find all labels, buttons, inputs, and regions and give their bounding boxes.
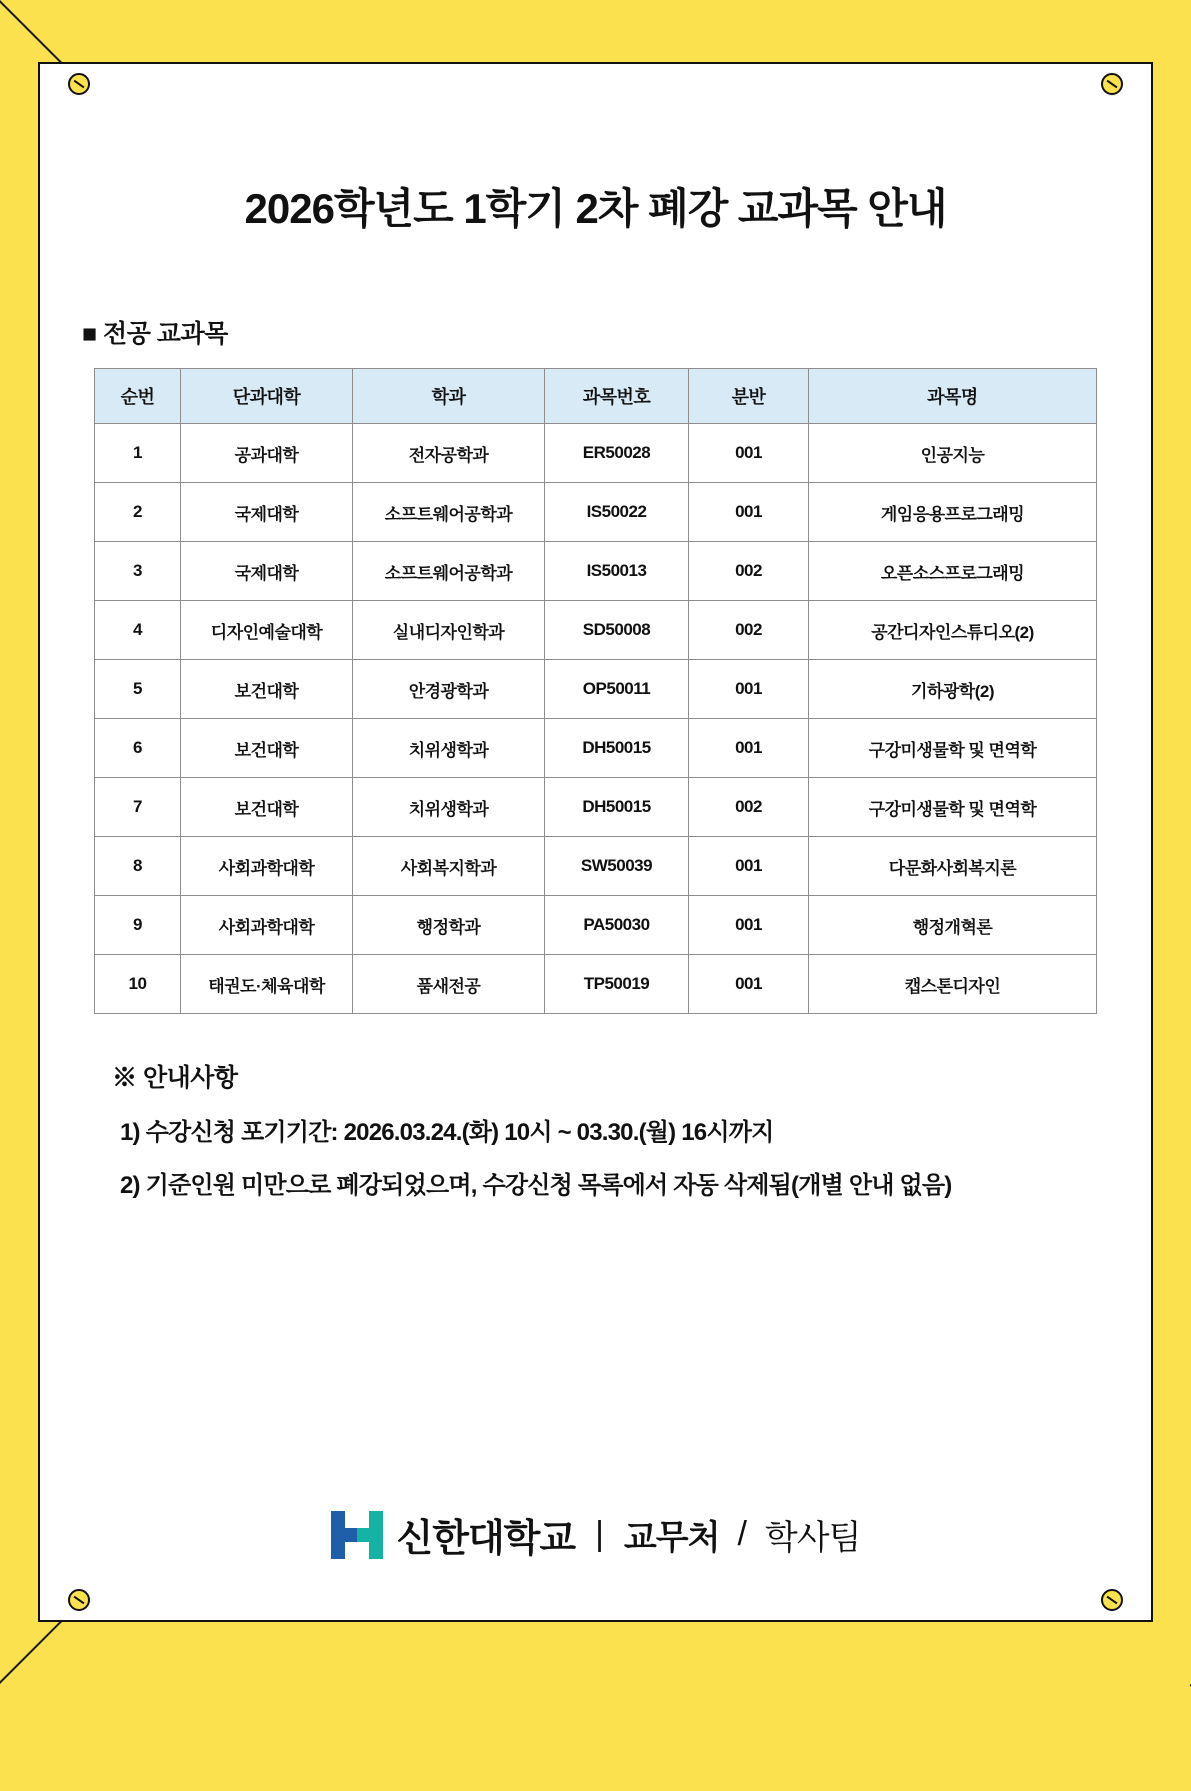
cell-course-code: ER50028 (545, 424, 689, 483)
cell-section: 001 (689, 719, 809, 778)
column-header-course-code: 과목번호 (545, 369, 689, 424)
cell-department: 사회복지학과 (353, 837, 545, 896)
footer-office-name: 교무처 (623, 1519, 720, 1557)
section-heading-major-courses: ■ 전공 교과목 (82, 320, 228, 348)
cell-no: 4 (95, 601, 181, 660)
cell-course-code: IS50013 (545, 542, 689, 601)
footer-divider: | (595, 1515, 604, 1553)
cell-department: 소프트웨어공학과 (353, 542, 545, 601)
cell-course-code: DH50015 (545, 778, 689, 837)
cell-college: 디자인예술대학 (181, 601, 353, 660)
column-header-course-name: 과목명 (809, 369, 1097, 424)
footer-university-name: 신한대학교 (396, 1518, 576, 1560)
cell-section: 001 (689, 955, 809, 1014)
cell-course-name: 다문화사회복지론 (809, 837, 1097, 896)
closed-courses-table (94, 368, 1097, 1014)
page-title: 2026학년도 1학기 2차 폐강 교과목 안내 (244, 185, 947, 232)
cell-department: 소프트웨어공학과 (353, 483, 545, 542)
cell-college: 보건대학 (181, 778, 353, 837)
table-row (95, 660, 1097, 719)
cell-course-code: SD50008 (545, 601, 689, 660)
cell-college: 보건대학 (181, 660, 353, 719)
footer-team-name: 학사팀 (764, 1519, 861, 1557)
note-item-2: 2) 기준인원 미만으로 폐강되었으며, 수강신청 목록에서 자동 삭제됨(개별 안내 없음) (120, 1172, 952, 1199)
cell-course-name: 게임응용프로그래밍 (809, 483, 1097, 542)
cell-section: 002 (689, 778, 809, 837)
cell-course-code: IS50022 (545, 483, 689, 542)
table-row (95, 778, 1097, 837)
cell-no: 3 (95, 542, 181, 601)
cell-no: 9 (95, 896, 181, 955)
footer (40, 1507, 1151, 1562)
table-row (95, 424, 1097, 483)
cell-course-code: TP50019 (545, 955, 689, 1014)
cell-no: 2 (95, 483, 181, 542)
column-header-college: 단과대학 (181, 369, 353, 424)
shinhan-h-logo-icon (331, 1511, 383, 1559)
cell-no: 8 (95, 837, 181, 896)
cell-no: 5 (95, 660, 181, 719)
note-item-1: 1) 수강신청 포기기간: 2026.03.24.(화) 10시 ~ 03.30.(월) 16시까지 (120, 1119, 774, 1146)
cell-section: 001 (689, 424, 809, 483)
cell-department: 치위생학과 (353, 778, 545, 837)
cell-course-code: SW50039 (545, 837, 689, 896)
cell-department: 치위생학과 (353, 719, 545, 778)
cell-department: 품새전공 (353, 955, 545, 1014)
table-header-row (95, 369, 1097, 424)
cell-course-name: 구강미생물학 및 면역학 (809, 778, 1097, 837)
table-row (95, 719, 1097, 778)
cell-department: 실내디자인학과 (353, 601, 545, 660)
cell-section: 001 (689, 837, 809, 896)
cell-college: 태권도·체육대학 (181, 955, 353, 1014)
notes-section (112, 1058, 1151, 1200)
table-row (95, 955, 1097, 1014)
cell-college: 사회과학대학 (181, 896, 353, 955)
cell-course-name: 공간디자인스튜디오(2) (809, 601, 1097, 660)
table-row (95, 601, 1097, 660)
table-row (95, 896, 1097, 955)
cell-course-name: 행정개혁론 (809, 896, 1097, 955)
column-header-department: 학과 (353, 369, 545, 424)
cell-no: 6 (95, 719, 181, 778)
cell-course-name: 기하광학(2) (809, 660, 1097, 719)
cell-course-name: 인공지능 (809, 424, 1097, 483)
table-row (95, 837, 1097, 896)
screw-top-right (1101, 73, 1123, 95)
cell-course-name: 캡스톤디자인 (809, 955, 1097, 1014)
screw-bottom-left (68, 1589, 90, 1611)
cell-college: 국제대학 (181, 542, 353, 601)
cell-college: 공과대학 (181, 424, 353, 483)
screw-top-left (68, 73, 90, 95)
cell-no: 1 (95, 424, 181, 483)
cell-section: 002 (689, 601, 809, 660)
notes-title: ※ 안내사항 (112, 1064, 238, 1092)
cell-college: 국제대학 (181, 483, 353, 542)
cell-department: 행정학과 (353, 896, 545, 955)
cell-section: 002 (689, 542, 809, 601)
cell-no: 7 (95, 778, 181, 837)
cell-department: 전자공학과 (353, 424, 545, 483)
cell-course-code: OP50011 (545, 660, 689, 719)
table-row (95, 542, 1097, 601)
cell-college: 보건대학 (181, 719, 353, 778)
cell-course-code: PA50030 (545, 896, 689, 955)
cell-course-name: 구강미생물학 및 면역학 (809, 719, 1097, 778)
poster-sheet (38, 62, 1153, 1622)
table-row (95, 483, 1097, 542)
screw-bottom-right (1101, 1589, 1123, 1611)
cell-course-name: 오픈소스프로그래밍 (809, 542, 1097, 601)
cell-section: 001 (689, 896, 809, 955)
column-header-no: 순번 (95, 369, 181, 424)
cell-college: 사회과학대학 (181, 837, 353, 896)
column-header-section: 분반 (689, 369, 809, 424)
cell-section: 001 (689, 660, 809, 719)
cell-course-code: DH50015 (545, 719, 689, 778)
cell-department: 안경광학과 (353, 660, 545, 719)
footer-slash: / (737, 1515, 747, 1553)
cell-no: 10 (95, 955, 181, 1014)
cell-section: 001 (689, 483, 809, 542)
